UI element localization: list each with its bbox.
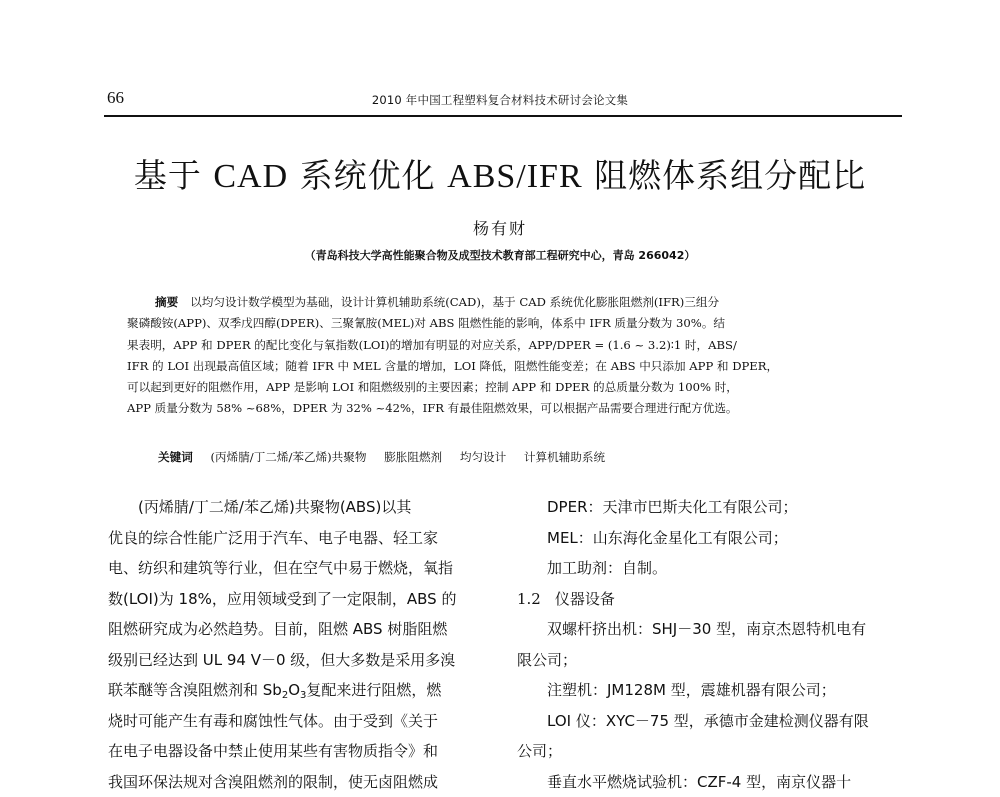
paper-title: [0, 150, 1000, 197]
title-part: 阻燃体系组分配比: [583, 156, 867, 195]
abstract-text: 以均匀设计数学模型为基础，设计计算机辅助系统(CAD)，基于 CAD 系统优化膨胀阻燃剂(IFR)三组分: [190, 295, 719, 309]
formula-part: Sb: [263, 681, 282, 699]
body-line: 烧时可能产生有毒和腐蚀性气体。由于受到《关于: [108, 706, 493, 737]
section-number: 1.2: [517, 590, 541, 608]
formula-part: O: [288, 681, 300, 699]
abstract-label: 摘要: [155, 295, 178, 309]
abstract: [127, 292, 875, 420]
formula-subscript: 2: [282, 690, 288, 701]
body-line: 优良的综合性能广泛用于汽车、电子电器、轻工家: [108, 523, 493, 554]
body-text: 联苯醚等含溴阻燃剂和: [108, 681, 263, 699]
material-line: 加工助剂：自制。: [517, 553, 907, 584]
body-line: 级别已经达到 UL 94 V－0 级，但大多数是采用多溴: [108, 645, 493, 676]
body-line: 数(LOI)为 18%，应用领域受到了一定限制，ABS 的: [108, 584, 493, 615]
body-text: 复配来进行阻燃，燃: [306, 681, 441, 699]
chemical-formula: [263, 681, 307, 699]
body-right-column: [517, 492, 907, 797]
keyword: 均匀设计: [460, 450, 506, 464]
body-line: [108, 675, 493, 706]
material-line: MEL：山东海化金星化工有限公司；: [517, 523, 907, 554]
body-line: 我国环保法规对含溴阻燃剂的限制，使无卤阻燃成: [108, 767, 493, 797]
keyword: 计算机辅助系统: [524, 450, 605, 464]
keyword: (丙烯腈/丁二烯/苯乙烯)共聚物: [210, 450, 366, 464]
affiliation: （青岛科技大学高性能聚合物及成型技术教育部工程研究中心，青岛 266042）: [0, 247, 1000, 263]
body-line: 阻燃研究成为必然趋势。目前，阻燃 ABS 树脂阻燃: [108, 614, 493, 645]
title-part: 系统优化: [288, 156, 447, 195]
equipment-line: 公司；: [517, 736, 907, 767]
section-title: 仪器设备: [555, 590, 615, 608]
body-line: 电、纺织和建筑等行业，但在空气中易于燃烧，氧指: [108, 553, 493, 584]
title-part: ABS/IFR: [447, 158, 583, 195]
equipment-line: 注塑机：JM128M 型，震雄机器有限公司；: [517, 675, 907, 706]
body-left-column: [108, 492, 493, 797]
author: 杨有财: [0, 216, 1000, 239]
material-line: DPER：天津市巴斯夫化工有限公司；: [517, 492, 907, 523]
formula-subscript: 3: [300, 690, 306, 701]
body-line: 在电子电器设备中禁止使用某些有害物质指令》和: [108, 736, 493, 767]
abstract-line: 聚磷酸铵(APP)、双季戊四醇(DPER)、三聚氰胺(MEL)对 ABS 阻燃性能的影响，体系中 IFR 质量分数为 30%。结: [127, 313, 875, 334]
equipment-line: 双螺杆挤出机：SHJ－30 型，南京杰恩特机电有: [517, 614, 907, 645]
keywords: [158, 449, 619, 465]
page-number: 66: [107, 88, 124, 108]
body-line: (丙烯腈/丁二烯/苯乙烯)共聚物(ABS)以其: [108, 492, 493, 523]
abstract-line: [127, 292, 875, 313]
equipment-line: 垂直水平燃烧试验机：CZF-4 型，南京仪器十: [517, 767, 907, 797]
equipment-line: 限公司；: [517, 645, 907, 676]
abstract-line: IFR 的 LOI 出现最高值区域；随着 IFR 中 MEL 含量的增加，LOI 降低，阻燃性能变差；在 ABS 中只添加 APP 和 DPER，: [127, 356, 875, 377]
keywords-label: 关键词: [158, 450, 193, 464]
abstract-line: 可以起到更好的阻燃作用，APP 是影响 LOI 和阻燃级别的主要因素；控制 APP 和 DPER 的总质量分数为 100% 时，: [127, 377, 875, 398]
abstract-line: 果表明，APP 和 DPER 的配比变化与氧指数(LOI)的增加有明显的对应关系，APP/DPER = (1.6 ~ 3.2)∶1 时，ABS/: [127, 335, 875, 356]
section-heading: [517, 584, 907, 615]
running-head: 2010 年中国工程塑料复合材料技术研讨会论文集: [0, 92, 1000, 108]
equipment-line: LOI 仪：XYC－75 型，承德市金建检测仪器有限: [517, 706, 907, 737]
title-part: CAD: [213, 158, 288, 195]
title-part: 基于: [134, 156, 214, 195]
keyword: 膨胀阻燃剂: [384, 450, 442, 464]
abstract-line: APP 质量分数为 58% ~68%，DPER 为 32% ~42%，IFR 有最佳阻燃效果，可以根据产品需要合理进行配方优选。: [127, 398, 875, 419]
header-rule: [104, 115, 902, 117]
